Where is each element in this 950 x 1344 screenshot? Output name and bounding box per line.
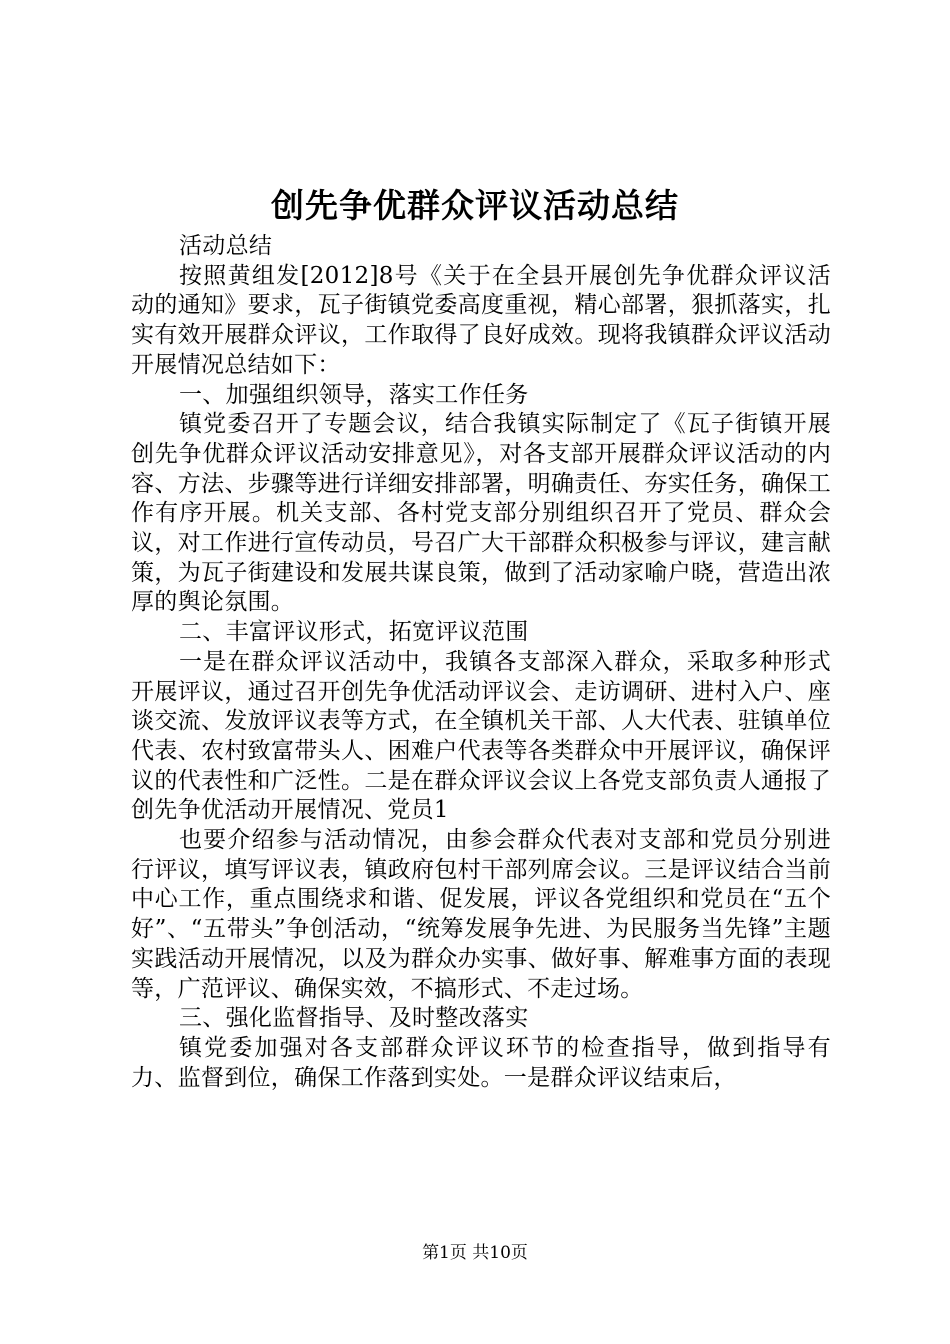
document-title: 创先争优群众评议活动总结: [271, 186, 679, 225]
paragraph-intro: 按照黄组发[2012]8号《关于在全县开展创先争优群众评议活动的通知》要求，瓦子街镇党委高度重视，精心部署，狠抓落实，扎实有效开展群众评议，工作取得了良好成效。现将我镇群众评议活动开展情况总结如下：: [131, 262, 831, 378]
page-number-footer: 第1页 共10页: [422, 1243, 528, 1263]
paragraph-section-2a: 一是在群众评议活动中，我镇各支部深入群众，采取多种形式开展评议，通过召开创先争优活动评议会、走访调研、进村入户、座谈交流、发放评议表等方式，在全镇机关干部、人大代表、驻镇单位代表、农村致富带头人、困难户代表等各类群众中开展评议，确保评议的代表性和广泛性。二是在群众评议会议上各党支部负责人通报了创先争优活动开展情况、党员1: [131, 648, 831, 824]
paragraph-section-3: 镇党委加强对各支部群众评议环节的检查指导，做到指导有力、监督到位，确保工作落到实处。一是群众评议结束后，: [131, 1034, 831, 1091]
section-heading-2: 二、丰富评议形式，拓宽评议范围: [179, 619, 529, 646]
paragraph-section-1: 镇党委召开了专题会议，结合我镇实际制定了《瓦子街镇开展创先争优群众评议活动安排意见》，对各支部开展群众评议活动的内容、方法、步骤等进行详细安排部署，明确责任、夯实任务，确保工作有序开展。机关支部、各村党支部分别组织召开了党员、群众会议，对工作进行宣传动员，号召广大干部群众积极参与评议，建言献策，为瓦子街建设和发展共谋良策，做到了活动家喻户晓，营造出浓厚的舆论氛围。: [131, 411, 831, 616]
section-heading-1: 一、加强组织领导，落实工作任务: [179, 381, 529, 408]
document-body: [131, 232, 831, 1093]
paragraph-section-2b: 也要介绍参与活动情况，由参会群众代表对支部和党员分别进行评议，填写评议表，镇政府包村干部列席会议。三是评议结合当前中心工作，重点围绕求和谐、促发展，评议各党组织和党员在“五个好”、“五带头”争创活动，“统筹发展争先进、为民服务当先锋”主题实践活动开展情况，以及为群众办实事、做好事、解难事方面的表现等，广范评议、确保实效，不搞形式、不走过场。: [131, 827, 831, 1002]
section-heading-3: 三、强化监督指导、及时整改落实: [179, 1005, 529, 1032]
paragraph-subtitle: 活动总结: [179, 233, 273, 259]
